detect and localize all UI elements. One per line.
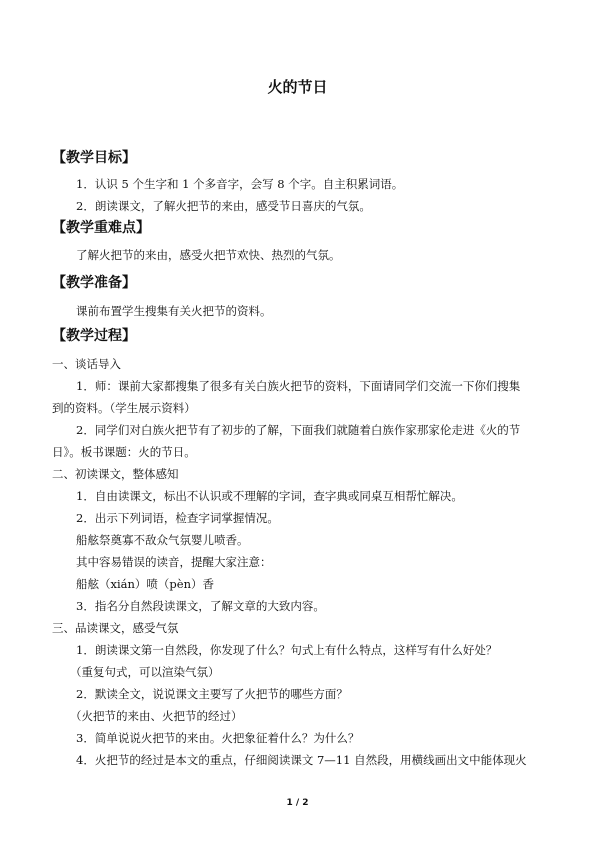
process-line: （重复句式，可以渲染气氛） bbox=[70, 665, 220, 679]
document-title: 火的节日 bbox=[267, 78, 328, 96]
process-line: 2．默读全文，说说课文主要写了火把节的哪些方面？ bbox=[76, 687, 348, 701]
process-line: 1．自由读课文，标出不认识或不理解的字词，查字典或同桌互相帮忙解决。 bbox=[76, 489, 463, 503]
section-heading-process: 【教学过程】 bbox=[52, 328, 136, 344]
process-line: 日》。板书课题：火的节日。 bbox=[52, 445, 196, 459]
process-line: 4．火把节的经过是本文的重点，仔细阅读课文 7—11 自然段，用横线画出文中能体现火 bbox=[76, 753, 527, 767]
process-line: 3．简单说说火把节的来由。火把象征着什么？为什么？ bbox=[76, 731, 360, 745]
process-line: 1．师：课前大家都搜集了很多有关白族火把节的资料，下面请同学们交流一下你们搜集 bbox=[76, 379, 521, 393]
objective-item: 2．朗读课文，了解火把节的来由，感受节日喜庆的气氛。 bbox=[76, 199, 371, 213]
section-heading-key-points: 【教学重难点】 bbox=[52, 220, 150, 236]
process-line: 船舷（xián）喷（pèn）香 bbox=[76, 577, 214, 591]
preparation-text: 课前布置学生搜集有关火把节的资料。 bbox=[76, 304, 272, 318]
page-number: 1 / 2 bbox=[286, 798, 309, 808]
section-heading-preparation: 【教学准备】 bbox=[52, 275, 136, 291]
key-points-text: 了解火把节的来由，感受火把节欢快、热烈的气氛。 bbox=[76, 248, 341, 262]
process-subheading: 二、初读课文，整体感知 bbox=[52, 467, 179, 481]
process-line: 2．出示下列词语，检查字词掌握情况。 bbox=[76, 511, 279, 525]
objective-item: 1．认识 5 个生字和 1 个多音字，会写 8 个字。自主积累词语。 bbox=[76, 177, 404, 191]
process-line: 其中容易错误的读音，提醒大家注意： bbox=[76, 555, 272, 569]
process-subheading: 三、品读课文，感受气氛 bbox=[52, 621, 179, 635]
process-line: 到的资料。（学生展示资料） bbox=[52, 401, 196, 415]
process-line: （火把节的来由、火把节的经过） bbox=[70, 709, 243, 723]
process-line: 船舷祭奠寡不敌众气氛婴儿喷香。 bbox=[76, 533, 249, 547]
process-line: 1．朗读课文第一自然段，你发现了什么？句式上有什么特点，这样写有什么好处？ bbox=[76, 643, 498, 657]
process-subheading: 一、谈话导入 bbox=[52, 357, 121, 371]
section-heading-objectives: 【教学目标】 bbox=[52, 150, 136, 166]
process-line: 3．指名分自然段读课文，了解文章的大致内容。 bbox=[76, 599, 325, 613]
process-line: 2．同学们对白族火把节有了初步的了解，下面我们就随着白族作家那家伦走进《火的节 bbox=[76, 423, 521, 437]
